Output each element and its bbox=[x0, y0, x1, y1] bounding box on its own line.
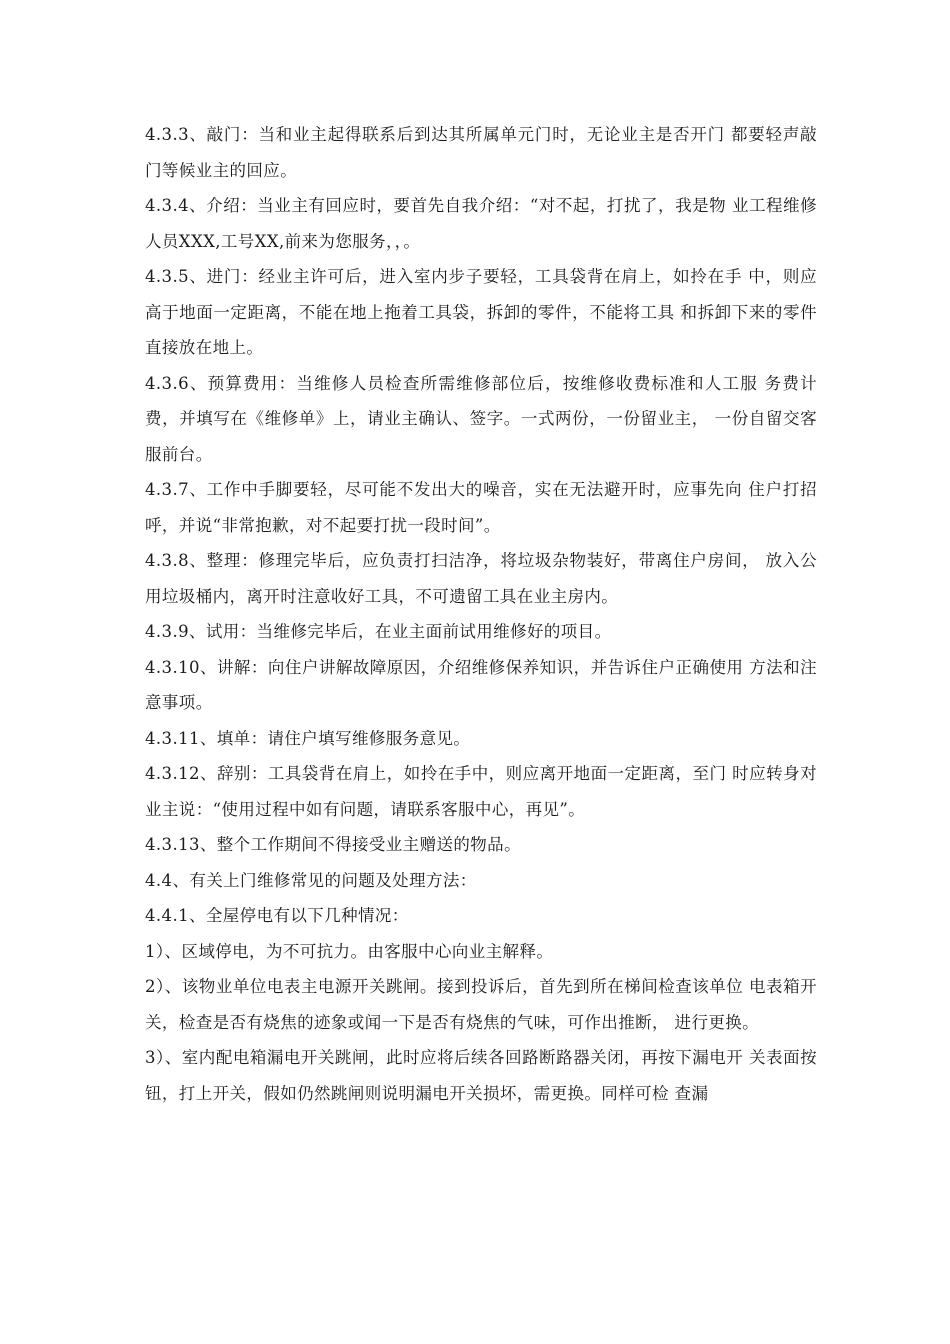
paragraph-4-3-10: 4.3.10、讲解：向住户讲解故障原因，介绍维修保养知识，并告诉住户正确使用 方法和注意事项。 bbox=[145, 657, 817, 712]
paragraph-4-3-8: 4.3.8、整理：修理完毕后，应负责打扫洁净，将垃圾杂物装好，带离住户房间， 放入公用垃圾桶内，离开时注意收好工具，不可遗留工具在业主房内。 bbox=[145, 551, 817, 606]
paragraph-4-3-7: 4.3.7、工作中手脚要轻，尽可能不发出大的噪音，实在无法避开时，应事先向 住户打招呼，并说“非常抱歉，对不起要打扰一段时间”。 bbox=[145, 480, 817, 535]
list-item-1: 1）、区域停电，为不可抗力。由客服中心向业主解释。 bbox=[145, 941, 554, 961]
list-item-2: 2）、该物业单位电表主电源开关跳闸。接到投诉后，首先到所在梯间检查该单位 电表箱开关，检查是否有烧焦的迹象或闻一下是否有烧焦的气味，可作出推断， 进行更换。 bbox=[145, 977, 817, 1032]
list-item-3: 3）、室内配电箱漏电开关跳闸，此时应将后续各回路断路器关闭，再按下漏电开 关表面按钮，打上开关，假如仍然跳闸则说明漏电开关损坏，需更换。同样可检 查漏 bbox=[145, 1048, 817, 1103]
document-body bbox=[145, 117, 817, 1111]
paragraph-4-3-4: 4.3.4、介绍：当业主有回应时，要首先自我介绍：“对不起，打扰了，我是物 业工程维修人员XXX,工号XX,前来为您服务，，。 bbox=[145, 196, 817, 251]
paragraph-4-3-5: 4.3.5、进门：经业主许可后，进入室内步子要轻，工具袋背在肩上，如拎在手 中，则应高于地面一定距离，不能在地上拖着工具袋，拆卸的零件，不能将工具 和拆卸下来的零件直接放在地上。 bbox=[145, 267, 817, 357]
paragraph-4-3-3: 4.3.3、敲门：当和业主起得联系后到达其所属单元门时，无论业主是否开门 都要轻声敲门等候业主的回应。 bbox=[145, 125, 817, 180]
paragraph-4-4-1: 4.4.1、全屋停电有以下几种情况： bbox=[145, 906, 409, 925]
paragraph-4-3-11: 4.3.11、填单：请住户填写维修服务意见。 bbox=[145, 728, 471, 748]
paragraph-4-3-12: 4.3.12、辞别：工具袋背在肩上，如拎在手中，则应离开地面一定距离，至门 时应转身对业主说：“使用过程中如有问题，请联系客服中心，再见”。 bbox=[145, 764, 817, 819]
paragraph-4-3-9: 4.3.9、试用：当维修完毕后，在业主面前试用维修好的项目。 bbox=[145, 622, 612, 641]
paragraph-4-3-13: 4.3.13、整个工作期间不得接受业主赠送的物品。 bbox=[145, 835, 521, 854]
section-heading-4-4: 4.4、有关上门维修常见的问题及处理方法： bbox=[145, 870, 477, 890]
paragraph-4-3-6: 4.3.6、预算费用：当维修人员检查所需维修部位后，按维修收费标准和人工服 务费计费，并填写在《维修单》上，请业主确认、签字。一式两份，一份留业主， 一份自留交客服前台。 bbox=[145, 373, 817, 464]
